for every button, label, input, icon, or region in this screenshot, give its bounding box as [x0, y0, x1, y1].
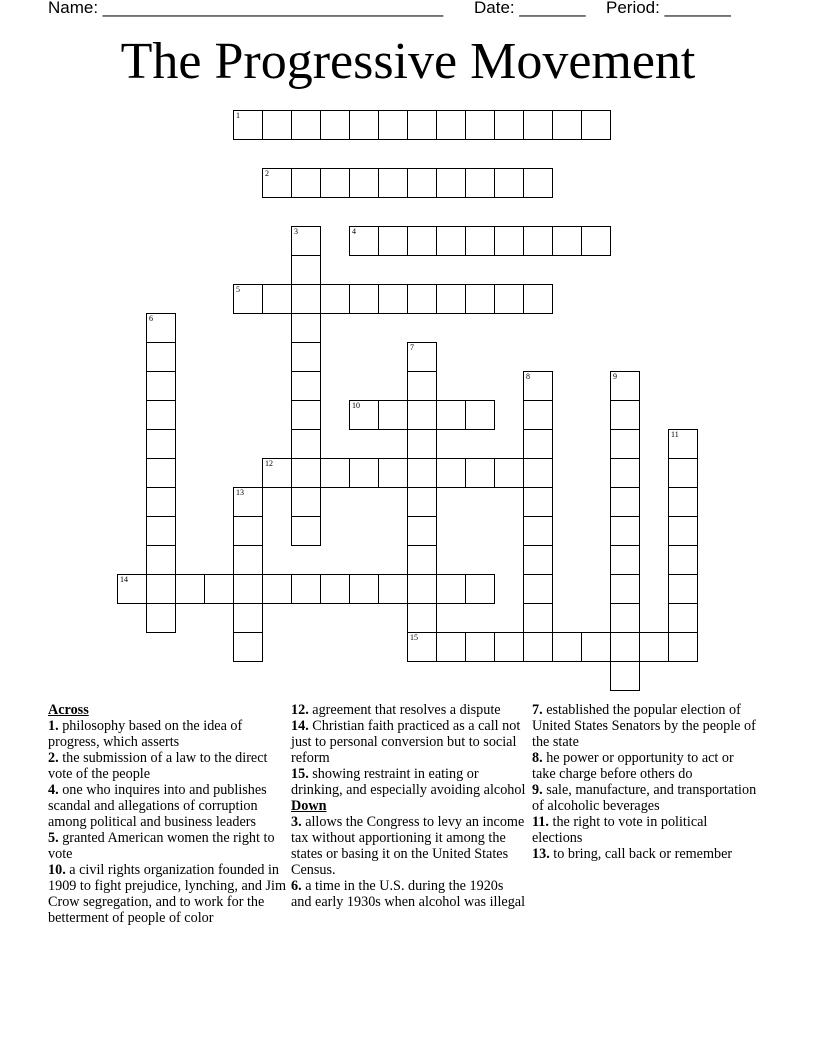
grid-cell[interactable]: [668, 429, 698, 459]
clue-number: 13: [236, 488, 244, 497]
grid-cell[interactable]: [610, 429, 640, 459]
grid-cell[interactable]: [262, 110, 292, 140]
grid-cell[interactable]: [523, 458, 553, 488]
grid-cell[interactable]: [320, 284, 350, 314]
grid-cell[interactable]: [465, 284, 495, 314]
grid-cell[interactable]: [407, 545, 437, 575]
grid-cell[interactable]: [668, 458, 698, 488]
grid-cell[interactable]: [378, 458, 408, 488]
grid-cell[interactable]: [436, 458, 466, 488]
clue-across-5: 5. granted American women the right to vote: [48, 830, 275, 862]
grid-cell[interactable]: [291, 255, 321, 285]
grid-cell[interactable]: [610, 400, 640, 430]
clue-number: 8: [526, 372, 530, 381]
grid-cell[interactable]: [233, 487, 263, 517]
grid-cell[interactable]: [523, 400, 553, 430]
grid-cell[interactable]: [262, 574, 292, 604]
clue-number: 12: [265, 459, 273, 468]
grid-cell[interactable]: [407, 487, 437, 517]
grid-cell[interactable]: [349, 110, 379, 140]
grid-cell[interactable]: [378, 400, 408, 430]
grid-cell[interactable]: [407, 574, 437, 604]
clue-down-7: 7. established the popular election of United States Senators by the people of the state: [532, 702, 756, 750]
grid-cell[interactable]: [175, 574, 205, 604]
grid-cell[interactable]: [320, 458, 350, 488]
grid-cell[interactable]: [378, 110, 408, 140]
clue-across-14: 14. Christian faith practiced as a call not just to personal conversion but to social reform: [291, 718, 521, 766]
clue-column-2: [291, 702, 527, 910]
grid-cell[interactable]: [523, 226, 553, 256]
grid-cell[interactable]: [523, 168, 553, 198]
grid-cell[interactable]: [436, 110, 466, 140]
grid-cell[interactable]: [610, 371, 640, 401]
clue-number: 9: [613, 372, 617, 381]
grid-cell[interactable]: [494, 632, 524, 662]
grid-cell[interactable]: [233, 603, 263, 633]
grid-cell[interactable]: [436, 168, 466, 198]
grid-cell[interactable]: [291, 400, 321, 430]
grid-cell[interactable]: [465, 458, 495, 488]
grid-cell[interactable]: [291, 487, 321, 517]
grid-cell[interactable]: [407, 458, 437, 488]
grid-cell[interactable]: [291, 516, 321, 546]
grid-cell[interactable]: [523, 429, 553, 459]
grid-cell[interactable]: [494, 284, 524, 314]
grid-cell[interactable]: [436, 632, 466, 662]
grid-cell[interactable]: [349, 400, 379, 430]
grid-cell[interactable]: [291, 110, 321, 140]
grid-cell[interactable]: [117, 574, 147, 604]
grid-cell[interactable]: [262, 284, 292, 314]
grid-cell[interactable]: [233, 632, 263, 662]
grid-cell[interactable]: [610, 603, 640, 633]
grid-cell[interactable]: [291, 429, 321, 459]
clue-across-2: 2. the submission of a law to the direct vote of the people: [48, 750, 268, 782]
grid-cell[interactable]: [581, 632, 611, 662]
clue-number: 15: [410, 633, 418, 642]
grid-cell[interactable]: [610, 487, 640, 517]
grid-cell[interactable]: [146, 545, 176, 575]
grid-cell[interactable]: [407, 516, 437, 546]
grid-cell[interactable]: [610, 632, 640, 662]
clue-down-6: 6. a time in the U.S. during the 1920s and early 1930s when alcohol was illegal: [291, 878, 526, 910]
grid-cell[interactable]: [610, 661, 640, 691]
grid-cell[interactable]: [320, 168, 350, 198]
grid-cell[interactable]: [146, 574, 176, 604]
grid-cell[interactable]: [465, 400, 495, 430]
grid-cell[interactable]: [494, 168, 524, 198]
grid-cell[interactable]: [465, 574, 495, 604]
clue-column-1: [48, 702, 288, 926]
grid-cell[interactable]: [146, 516, 176, 546]
clue-across-12: 12. agreement that resolves a dispute: [291, 702, 501, 718]
grid-cell[interactable]: [668, 632, 698, 662]
grid-cell[interactable]: [291, 458, 321, 488]
grid-cell[interactable]: [349, 574, 379, 604]
down-heading: Down: [291, 798, 327, 814]
grid-cell[interactable]: [407, 110, 437, 140]
grid-cell[interactable]: [146, 429, 176, 459]
grid-cell[interactable]: [639, 632, 669, 662]
grid-cell[interactable]: [523, 487, 553, 517]
grid-cell[interactable]: [465, 110, 495, 140]
grid-cell[interactable]: [349, 284, 379, 314]
grid-cell[interactable]: [552, 226, 582, 256]
grid-cell[interactable]: [552, 632, 582, 662]
clue-across-10: 10. a civil rights organization founded in 1909 to fight prejudice, lynching, and Jim Crow segregation, and to work for the betterment of people of color: [48, 862, 286, 926]
grid-cell[interactable]: [494, 458, 524, 488]
grid-cell[interactable]: [581, 226, 611, 256]
clue-number: 11: [671, 430, 679, 439]
grid-cell[interactable]: [407, 429, 437, 459]
grid-cell[interactable]: [494, 110, 524, 140]
clue-number: 14: [120, 575, 128, 584]
grid-cell[interactable]: [610, 516, 640, 546]
clue-across-1: 1. philosophy based on the idea of progress, which asserts: [48, 718, 243, 750]
grid-cell[interactable]: [552, 110, 582, 140]
clue-number: 2: [265, 169, 269, 178]
grid-cell[interactable]: [465, 226, 495, 256]
grid-cell[interactable]: [610, 574, 640, 604]
grid-cell[interactable]: [349, 226, 379, 256]
grid-cell[interactable]: [291, 168, 321, 198]
grid-cell[interactable]: [378, 226, 408, 256]
date-field-label: Date: _______: [474, 0, 586, 17]
grid-cell[interactable]: [494, 226, 524, 256]
grid-cell[interactable]: [407, 168, 437, 198]
clue-down-3: 3. allows the Congress to levy an income tax without apportioning it among the states or basing it on the United States Census.: [291, 814, 525, 878]
grid-cell[interactable]: [581, 110, 611, 140]
grid-cell[interactable]: [610, 458, 640, 488]
grid-cell[interactable]: [378, 284, 408, 314]
grid-cell[interactable]: [407, 371, 437, 401]
clue-down-13: 13. to bring, call back or remember: [532, 846, 733, 862]
grid-cell[interactable]: [407, 632, 437, 662]
grid-cell[interactable]: [146, 400, 176, 430]
grid-cell[interactable]: [378, 168, 408, 198]
clue-number: 5: [236, 285, 240, 294]
grid-cell[interactable]: [291, 574, 321, 604]
grid-cell[interactable]: [668, 603, 698, 633]
grid-cell[interactable]: [436, 284, 466, 314]
clue-column-3: [532, 702, 760, 862]
grid-cell[interactable]: [523, 284, 553, 314]
grid-cell[interactable]: [291, 371, 321, 401]
grid-cell[interactable]: [146, 487, 176, 517]
clue-across-4: 4. one who inquires into and publishes scandal and allegations of corruption among political and business leaders: [48, 782, 267, 830]
name-field-label: Name: ____________________________________: [48, 0, 444, 17]
grid-cell[interactable]: [523, 545, 553, 575]
grid-cell[interactable]: [233, 516, 263, 546]
clue-down-9: 9. sale, manufacture, and transportation of alcoholic beverages: [532, 782, 757, 814]
clue-number: 1: [236, 111, 240, 120]
grid-cell[interactable]: [146, 458, 176, 488]
grid-cell[interactable]: [407, 342, 437, 372]
period-field-label: Period: _______: [606, 0, 731, 17]
grid-cell[interactable]: [523, 110, 553, 140]
grid-cell[interactable]: [320, 110, 350, 140]
clue-down-11: 11. the right to vote in political elections: [532, 814, 708, 846]
grid-cell[interactable]: [262, 168, 292, 198]
grid-cell[interactable]: [320, 574, 350, 604]
grid-cell[interactable]: [407, 603, 437, 633]
grid-cell[interactable]: [349, 458, 379, 488]
grid-cell[interactable]: [146, 313, 176, 343]
grid-cell[interactable]: [233, 545, 263, 575]
clue-across-15: 15. showing restraint in eating or drinking, and especially avoiding alcohol: [291, 766, 526, 798]
grid-cell[interactable]: [233, 574, 263, 604]
grid-cell[interactable]: [378, 574, 408, 604]
grid-cell[interactable]: [523, 574, 553, 604]
grid-cell[interactable]: [349, 168, 379, 198]
grid-cell[interactable]: [523, 603, 553, 633]
puzzle-title: The Progressive Movement: [120, 33, 696, 90]
grid-cell[interactable]: [668, 487, 698, 517]
clue-down-8: 8. he power or opportunity to act or take charge before others do: [532, 750, 734, 782]
grid-cell[interactable]: [262, 458, 292, 488]
grid-cell[interactable]: [465, 632, 495, 662]
grid-cell[interactable]: [407, 226, 437, 256]
grid-cell[interactable]: [233, 284, 263, 314]
grid-cell[interactable]: [233, 110, 263, 140]
clue-number: 10: [352, 401, 360, 410]
grid-cell[interactable]: [436, 400, 466, 430]
grid-cell[interactable]: [668, 574, 698, 604]
grid-cell[interactable]: [291, 284, 321, 314]
across-heading: Across: [48, 702, 89, 718]
grid-cell[interactable]: [407, 400, 437, 430]
grid-cell[interactable]: [668, 545, 698, 575]
grid-cell[interactable]: [291, 342, 321, 372]
grid-cell[interactable]: [407, 284, 437, 314]
clue-number: 6: [149, 314, 153, 323]
grid-cell[interactable]: [146, 342, 176, 372]
grid-cell[interactable]: [291, 226, 321, 256]
grid-cell[interactable]: [146, 371, 176, 401]
grid-cell[interactable]: [523, 516, 553, 546]
grid-cell[interactable]: [291, 313, 321, 343]
clue-number: 3: [294, 227, 298, 236]
clue-number: 4: [352, 227, 356, 236]
grid-cell[interactable]: [204, 574, 234, 604]
grid-cell[interactable]: [610, 545, 640, 575]
grid-cell[interactable]: [146, 603, 176, 633]
grid-cell[interactable]: [523, 371, 553, 401]
grid-cell[interactable]: [668, 516, 698, 546]
grid-cell[interactable]: [436, 574, 466, 604]
clue-number: 7: [410, 343, 414, 352]
grid-cell[interactable]: [436, 226, 466, 256]
grid-cell[interactable]: [465, 168, 495, 198]
grid-cell[interactable]: [523, 632, 553, 662]
